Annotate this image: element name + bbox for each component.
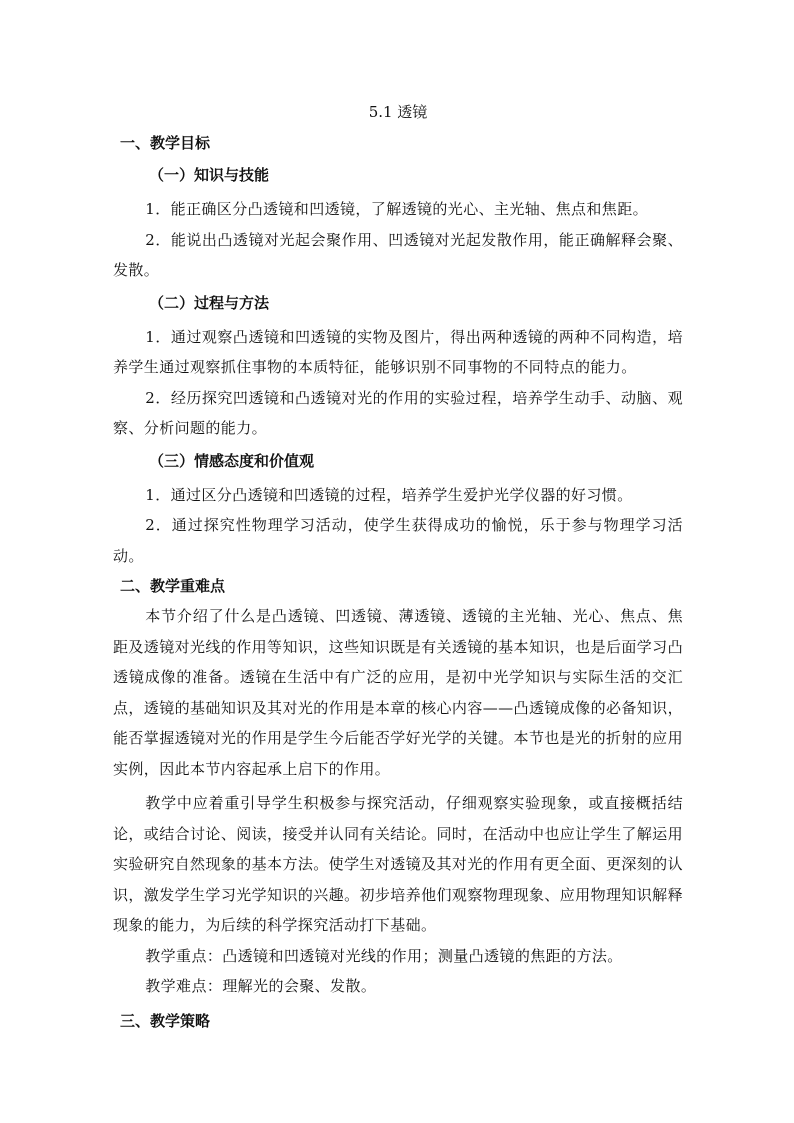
subsection-heading-knowledge-skills: （一）知识与技能 <box>149 166 270 184</box>
section-heading-teaching-goals: 一、教学目标 <box>120 134 211 152</box>
section-heading-key-difficult-points: 二、教学重难点 <box>120 577 226 595</box>
section-heading-teaching-strategy: 三、教学策略 <box>120 1011 211 1030</box>
paragraph: 本节介绍了什么是凸透镜、凹透镜、薄透镜、透镜的主光轴、光心、焦点、焦距及透镜对光线的作用等知识，这些知识既是有关透镜的基本知识，也是后面学习凸透镜成像的准备。透镜在生活中有广泛的应用，是初中光学知识与实际生活的交汇点，透镜的基础知识及其对光的作用是本章的核心内容——凸透镜成像的必备知识，能否掌握透镜对光的作用是学生今后能否学好光学的关键。本节也是光的折射的应用实例，因此本节内容起承上启下的作用。 <box>113 607 683 778</box>
paragraph: 2．经历探究凹透镜和凸透镜对光的作用的实验过程，培养学生动手、动脑、观察、分析问题的能力。 <box>113 388 683 437</box>
paragraph: 2．通过探究性物理学习活动，使学生获得成功的愉悦，乐于参与物理学习活动。 <box>113 516 683 565</box>
subsection-heading-process-methods: （二）过程与方法 <box>149 293 270 312</box>
paragraph-key-point: 教学重点：凸透镜和凹透镜对光线的作用；测量凸透镜的焦距的方法。 <box>145 946 623 965</box>
document-title: 5.1 透镜 <box>368 103 428 121</box>
paragraph: 教学中应着重引导学生积极参与探究活动，仔细观察实验现象，或直接概括结论，或结合讨论、阅读，接受并认同有关结论。同时，在活动中也应让学生了解运用实验研究自然现象的基本方法。使学生对透镜及其对光的作用有更全面、更深刻的认识，激发学生学习光学知识的兴趣。初步培养他们观察物理现象、应用物理知识解释现象的能力，为后续的科学探究活动打下基础。 <box>113 794 683 934</box>
paragraph: 1．通过观察凸透镜和凹透镜的实物及图片，得出两种透镜的两种不同构造，培养学生通过观察抓住事物的本质特征，能够识别不同事物的不同特点的能力。 <box>113 327 683 376</box>
subsection-heading-emotions-values: （三）情感态度和价值观 <box>149 451 315 470</box>
document-body <box>113 96 683 1036</box>
paragraph: 2．能说出凸透镜对光起会聚作用、凹透镜对光起发散作用，能正确解释会聚、发散。 <box>113 230 683 279</box>
paragraph: 1．通过区分凸透镜和凹透镜的过程，培养学生爱护光学仪器的好习惯。 <box>145 485 633 504</box>
paragraph: 1．能正确区分凸透镜和凹透镜，了解透镜的光心、主光轴、焦点和焦距。 <box>145 200 648 218</box>
paragraph-difficult-point: 教学难点：理解光的会聚、发散。 <box>145 977 377 995</box>
